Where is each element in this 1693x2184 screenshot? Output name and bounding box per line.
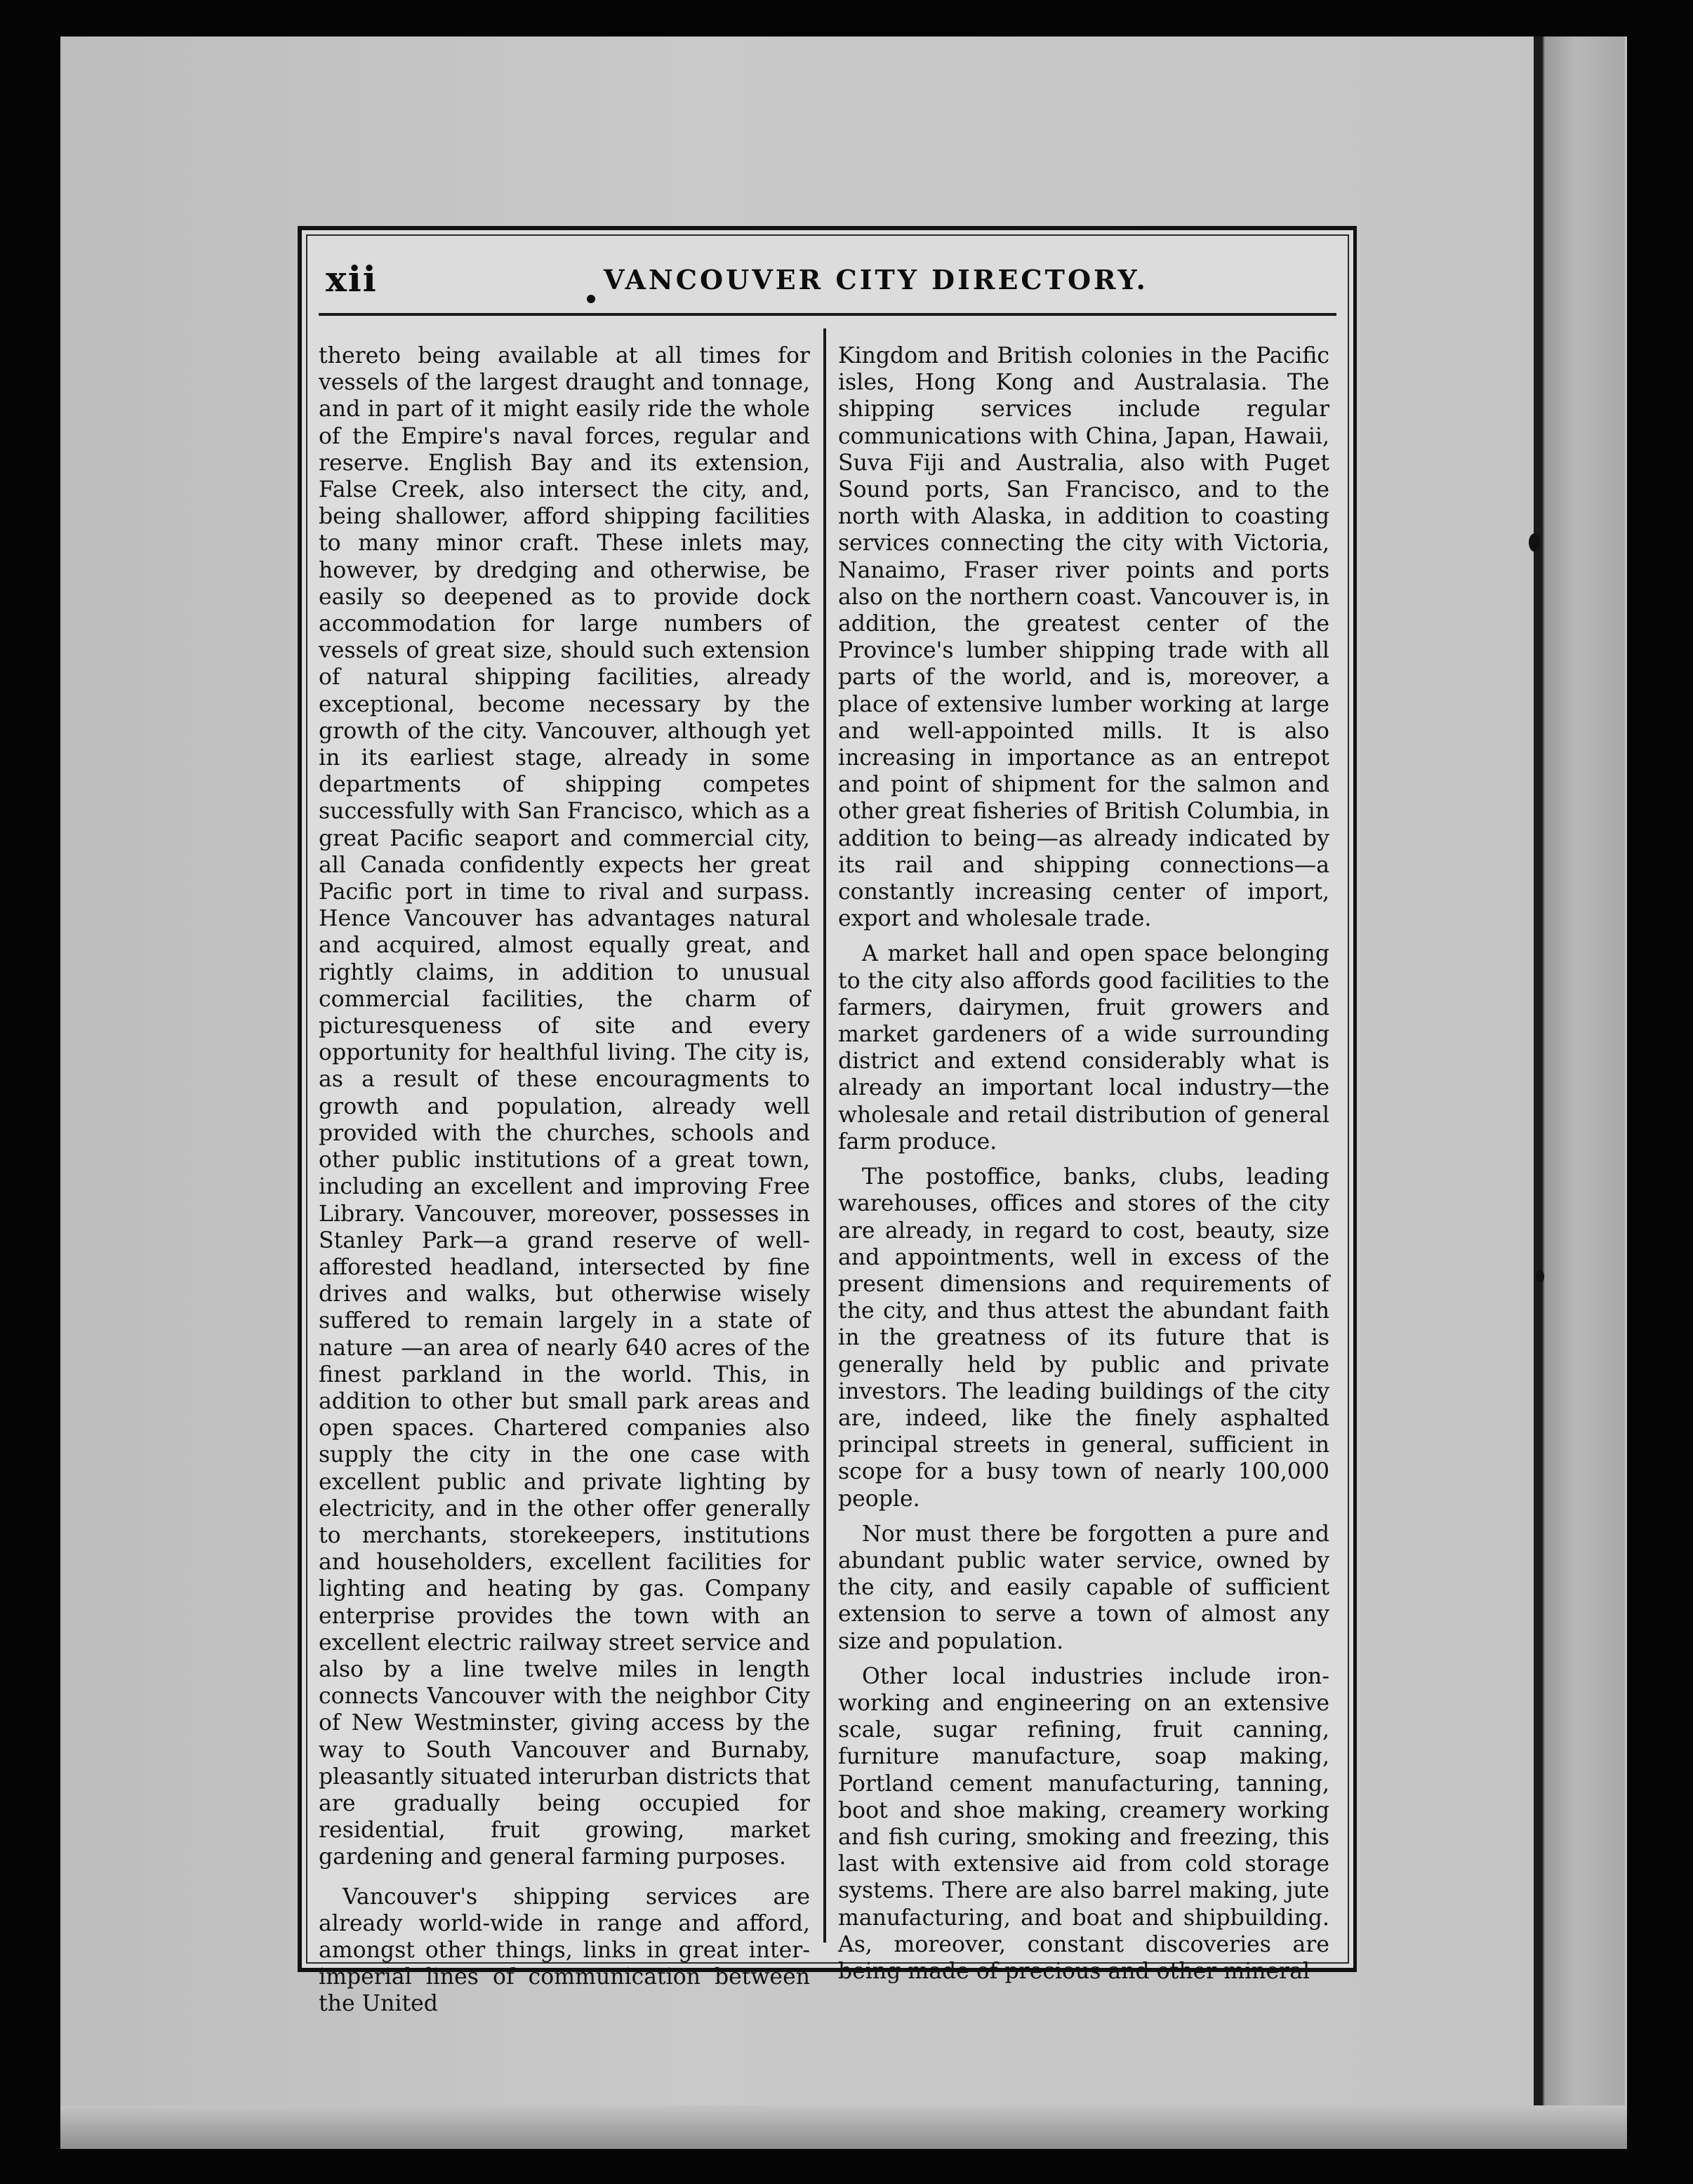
paragraph: Nor must there be forgotten a pure and abundant public water service, owned by the city, and easily capable of sufficient extension to serve a town of almost any size and population. — [838, 1521, 1329, 1654]
paragraph: A market hall and open space belonging to the city also affords good facilities to the farmers, dairymen, fruit growers and market gardeners of a wide surrounding district and extend considerably what is already an important local industry—the wholesale and retail distribution of general farm produce. — [838, 941, 1329, 1154]
running-title: VANCOUVER CITY DIRECTORY. — [604, 264, 1148, 295]
paragraph: Vancouver's shipping services are already world-wide in range and afford, amongst other things, links in great inter-imperial lines of communication between the United — [319, 1884, 810, 2017]
right-column — [838, 342, 1329, 1985]
page-number: xii — [326, 258, 378, 300]
header-bullet — [587, 295, 595, 303]
left-column — [319, 342, 810, 2018]
column-divider — [823, 328, 826, 1943]
paragraph: thereto being available at all times for vessels of the largest draught and tonnage, and in part of it might easily ride the whole of the Empire's naval forces, regular and reserve. English Bay and its extension, False Creek, also intersect the city, and, being shallower, afford shipping facilities to many minor craft. These inlets may, however, by dredging and otherwise, be easily so deepened as to provide dock accommodation for large numbers of vessels of great size, should such extension of natural shipping facilities, already exceptional, become necessary by the growth of the city. Vancouver, although yet in its earliest stage, already in some departments of shipping competes successfully with San Francisco, which as a great Pacific seaport and commercial city, all Canada confidently expects her great Pacific port in time to rival and surpass. Hence Vancouver has advantages natural and acquired, almost equally great, and rightly claims, in addition to unusual commercial facilities, the charm of picturesqueness of site and every opportunity for healthful living. The city is, as a result of these encouragments to growth and population, already well provided with the churches, schools and other public institutions of a great town, including an excellent and improving Free Library. Vancouver, moreover, possesses in Stanley Park—a grand reserve of well-afforested headland, intersected by fine drives and walks, but otherwise wisely suffered to remain largely in a state of nature —an area of nearly 640 acres of the finest parkland in the world. This, in addition to other but small park areas and open spaces. Chartered companies also supply the city in the one case with excellent public and private lighting by electricity, and in the other offer generally to merchants, storekeepers, institutions and householders, excellent facilities for lighting and heating by gas. Company enterprise provides the town with an excellent electric railway street service and also by a line twelve miles in length connects Vancouver with the neighbor City of New Westminster, giving access by the way to South Vancouver and Burnaby, pleasantly situated interurban districts that are gradually being occupied for residential, fruit growing, market gardening and general farming purposes. — [319, 343, 810, 1870]
paragraph: Other local industries include iron-working and engineering on an extensive scale, sugar refining, fruit canning, furniture manufacture, soap making, Portland cement manufacturing, tanning, boot and shoe making, creamery working and fish curing, smoking and freezing, this last with extensive aid from cold storage systems. There are also barrel making, jute manufacturing, and boat and shipbuilding. As, moreover, constant discoveries are being made of precious and other mineral — [838, 1663, 1329, 1984]
page-header — [323, 258, 1339, 307]
speck — [1529, 533, 1540, 552]
paragraph: The postoffice, banks, clubs, leading warehouses, offices and stores of the city are already, in regard to cost, beauty, size and appointments, well in excess of the present dimensions and requirements of the city, and thus attest the abundant faith in the greatness of its future that is generally held by public and private investors. The leading buildings of the city are, indeed, like the finely asphalted principal streets in general, sufficient in scope for a busy town of nearly 100,000 people. — [838, 1164, 1329, 1512]
page-bottom-shadow — [60, 2105, 1627, 2149]
header-rule — [319, 313, 1336, 316]
speck — [1536, 1270, 1544, 1283]
document-page — [298, 226, 1357, 2017]
paragraph: Kingdom and British colonies in the Pacific isles, Hong Kong and Australasia. The shipping services include regular communications with China, Japan, Hawaii, Suva Fiji and Australia, also with Puget Sound ports, San Francisco, and to the north with Alaska, in addition to coasting services connecting the city with Victoria, Nanaimo, Fraser river points and ports also on the northern coast. Vancouver is, in addition, the greatest center of the Province's lumber shipping trade with all parts of the world, and is, moreover, a place of extensive lumber working at large and well-appointed mills. It is also increasing in importance as an entrepot and point of shipment for the salmon and other great fisheries of British Columbia, in addition to being—as already indicated by its rail and shipping connections—a constantly increasing center of import, export and wholesale trade. — [838, 343, 1329, 932]
page-gutter-shadow — [1534, 36, 1625, 2149]
